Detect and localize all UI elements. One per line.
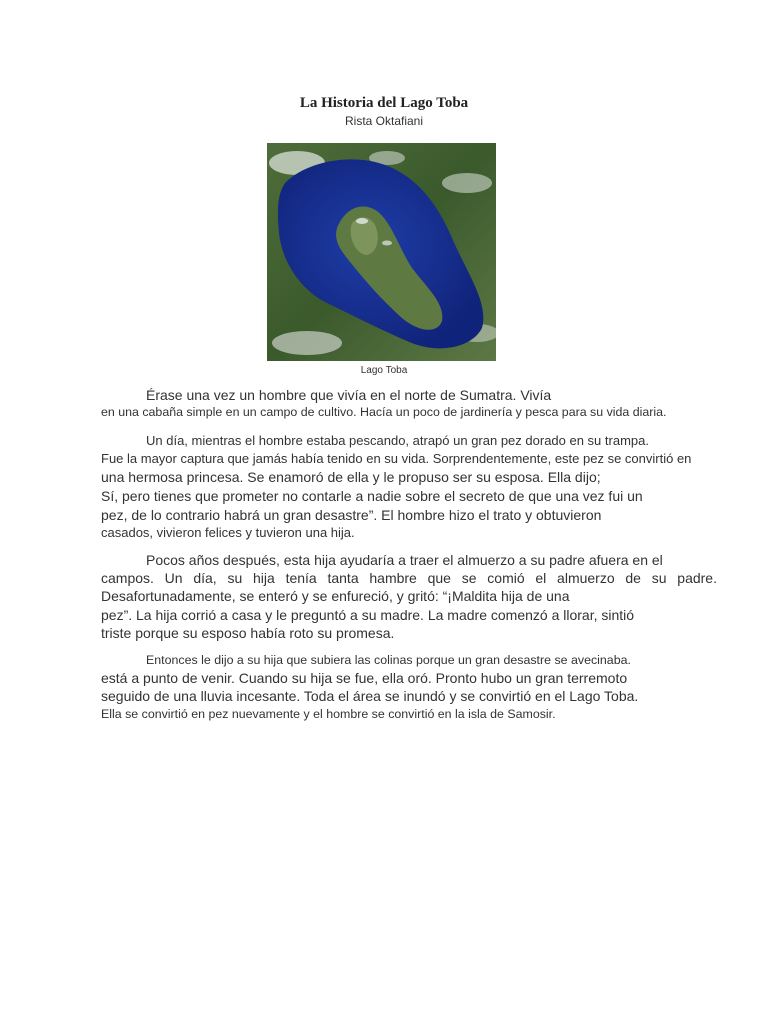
paragraph-2-line-4: Sí, pero tienes que prometer no contarle a nadie sobre el secreto de que una vez fui un bbox=[101, 488, 643, 504]
paragraph-2-line-3: una hermosa princesa. Se enamoró de ella y le propuso ser su esposa. Ella dijo; bbox=[101, 469, 601, 485]
paragraph-4-line-2: está a punto de venir. Cuando su hija se fue, ella oró. Pronto hubo un gran terremoto bbox=[101, 670, 628, 686]
paragraph-3-line-3: Desafortunadamente, se enteró y se enfureció, y gritó: “¡Maldita hija de una bbox=[101, 588, 570, 604]
paragraph-3-line-2: campos. Un día, su hija tenía tanta hambre que se comió el almuerzo de su padre. bbox=[101, 570, 717, 586]
paragraph-4-line-3: seguido de una lluvia incesante. Toda el área se inundó y se convirtió en el Lago Toba. bbox=[101, 688, 639, 704]
paragraph-2-line-1: Un día, mientras el hombre estaba pescando, atrapó un gran pez dorado en su trampa. bbox=[146, 433, 649, 448]
paragraph-2-line-6: casados, vivieron felices y tuvieron una hija. bbox=[101, 525, 355, 540]
paragraph-3-line-1: Pocos años después, esta hija ayudaría a traer el almuerzo a su padre afuera en el bbox=[146, 552, 663, 568]
document-author: Rista Oktafiani bbox=[344, 114, 424, 128]
lake-toba-satellite-image bbox=[267, 143, 496, 361]
paragraph-2-line-2: Fue la mayor captura que jamás había tenido en su vida. Sorprendentemente, este pez se convirtió en bbox=[101, 451, 692, 466]
paragraph-1-line-2: en una cabaña simple en un campo de cultivo. Hacía un poco de jardinería y pesca para su vida diaria. bbox=[101, 405, 667, 419]
paragraph-2-line-5: pez, de lo contrario habrá un gran desastre”. El hombre hizo el trato y obtuvieron bbox=[101, 507, 602, 523]
paragraph-4-line-4: Ella se convirtió en pez nuevamente y el hombre se convirtió en la isla de Samosir. bbox=[101, 707, 556, 721]
paragraph-1-line-1: Érase una vez un hombre que vivía en el norte de Sumatra. Vivía bbox=[146, 387, 552, 403]
figure-caption: Lago Toba bbox=[360, 365, 408, 376]
paragraph-3-line-5: triste porque su esposo había roto su promesa. bbox=[101, 625, 395, 641]
paragraph-4-line-1: Entonces le dijo a su hija que subiera las colinas porque un gran desastre se avecinaba. bbox=[146, 653, 631, 667]
paragraph-3-line-4: pez”. La hija corrió a casa y le preguntó a su madre. La madre comenzó a llorar, sintió bbox=[101, 607, 635, 623]
document-title: La Historia del Lago Toba bbox=[299, 95, 469, 111]
